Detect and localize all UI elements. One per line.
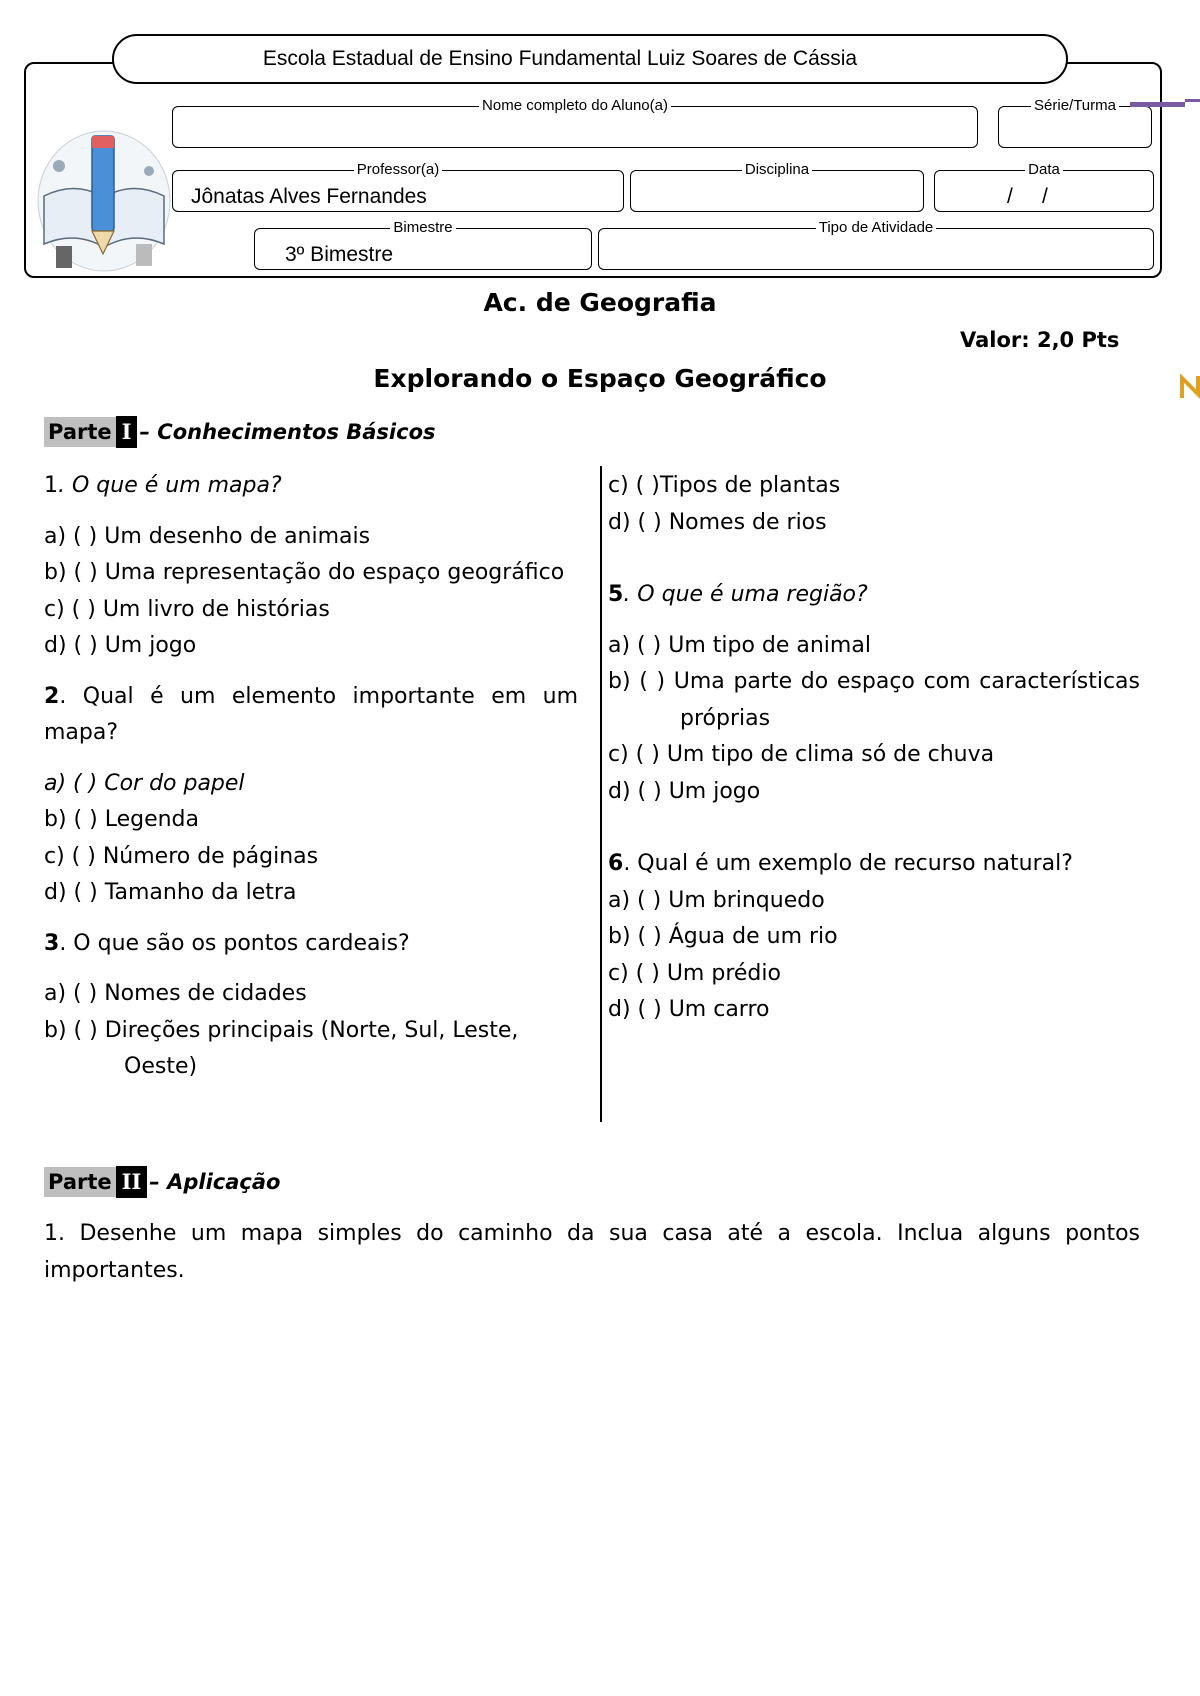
column-divider xyxy=(600,466,602,1122)
date-label: Data xyxy=(1025,161,1063,178)
option-5b[interactable]: b) ( ) Uma parte do espaço com características xyxy=(608,669,1140,694)
option-3d[interactable]: d) ( ) Nomes de rios xyxy=(608,509,827,535)
questions-left-column xyxy=(44,468,578,1086)
teacher-field[interactable] xyxy=(172,161,624,212)
option-3b[interactable]: b) ( ) Direções principais (Norte, Sul, Leste, xyxy=(44,1017,519,1043)
option-1b[interactable]: b) ( ) Uma representação do espaço geográfico xyxy=(44,560,565,585)
option-5d[interactable]: d) ( ) Um jogo xyxy=(608,778,761,804)
option-1c[interactable]: c) ( ) Um livro de histórias xyxy=(44,596,330,622)
option-1d[interactable]: d) ( ) Um jogo xyxy=(44,633,197,658)
question-5: 5. O que é uma região? xyxy=(608,582,868,607)
student-name-label: Nome completo do Aluno(a) xyxy=(479,97,671,114)
subject-label: Disciplina xyxy=(742,161,812,178)
question-2: 2. Qual é um elemento importante em um mapa? xyxy=(44,683,578,745)
decorative-line xyxy=(1130,98,1200,112)
bimester-value: 3º Bimestre xyxy=(285,243,394,266)
part2-word: Parte xyxy=(44,1167,116,1197)
document-value: Valor: 2,0 Pts xyxy=(960,328,1120,352)
school-logo-illustration xyxy=(34,126,174,276)
document-title: Ac. de Geografia xyxy=(483,288,717,317)
option-5a[interactable]: a) ( ) Um tipo de animal xyxy=(608,632,871,658)
option-3a[interactable]: a) ( ) Nomes de cidades xyxy=(44,981,307,1006)
part1-word: Parte xyxy=(44,417,116,447)
activity-type-field[interactable] xyxy=(598,219,1154,270)
option-2c[interactable]: c) ( ) Número de páginas xyxy=(44,843,319,869)
date-value: / / xyxy=(1007,185,1048,208)
activity-type-label: Tipo de Atividade xyxy=(816,219,937,236)
part2-question: 1. Desenhe um mapa simples do caminho da sua casa até a escola. Inclua alguns pontos importantes. xyxy=(44,1221,1140,1283)
bimester-field[interactable] xyxy=(254,219,592,270)
series-label: Série/Turma xyxy=(1031,97,1119,114)
part1-heading xyxy=(44,416,436,448)
option-6d[interactable]: d) ( ) Um carro xyxy=(608,997,770,1022)
decorative-mark xyxy=(1180,374,1200,400)
questions-right-column xyxy=(608,468,1140,1029)
question-3: 3. O que são os pontos cardeais? xyxy=(44,930,410,956)
question-1: 1. O que é um mapa? xyxy=(44,473,282,498)
series-field[interactable] xyxy=(998,97,1152,148)
option-6b[interactable]: b) ( ) Água de um rio xyxy=(608,924,838,949)
part2-number: II xyxy=(116,1166,148,1198)
option-1a[interactable]: a) ( ) Um desenho de animais xyxy=(44,523,371,549)
date-field[interactable] xyxy=(934,161,1154,212)
option-3b-cont: Oeste) xyxy=(124,1054,198,1079)
teacher-value: Jônatas Alves Fernandes xyxy=(191,185,427,208)
school-name-banner xyxy=(112,34,1068,84)
part2-title: – Aplicação xyxy=(149,1170,281,1194)
question-6: 6. Qual é um exemplo de recurso natural? xyxy=(608,851,1073,876)
teacher-label: Professor(a) xyxy=(354,161,443,178)
document-subtitle: Explorando o Espaço Geográfico xyxy=(373,364,827,393)
school-name: Escola Estadual de Ensino Fundamental Luiz Soares de Cássia xyxy=(262,47,858,70)
option-3c[interactable]: c) ( )Tipos de plantas xyxy=(608,473,841,498)
part1-title: – Conhecimentos Básicos xyxy=(139,420,436,444)
bimester-label: Bimestre xyxy=(390,219,455,236)
part1-number: I xyxy=(116,416,138,448)
option-2b[interactable]: b) ( ) Legenda xyxy=(44,807,199,832)
option-5b-cont: próprias xyxy=(680,705,771,731)
option-2a[interactable]: a) ( ) Cor do papel xyxy=(44,770,245,796)
part2-heading xyxy=(44,1166,280,1198)
subject-field[interactable] xyxy=(630,161,924,212)
option-2d[interactable]: d) ( ) Tamanho da letra xyxy=(44,880,297,905)
student-name-field[interactable] xyxy=(172,97,978,148)
option-5c[interactable]: c) ( ) Um tipo de clima só de chuva xyxy=(608,742,995,767)
option-6a[interactable]: a) ( ) Um brinquedo xyxy=(608,887,825,913)
option-6c[interactable]: c) ( ) Um prédio xyxy=(608,960,781,986)
